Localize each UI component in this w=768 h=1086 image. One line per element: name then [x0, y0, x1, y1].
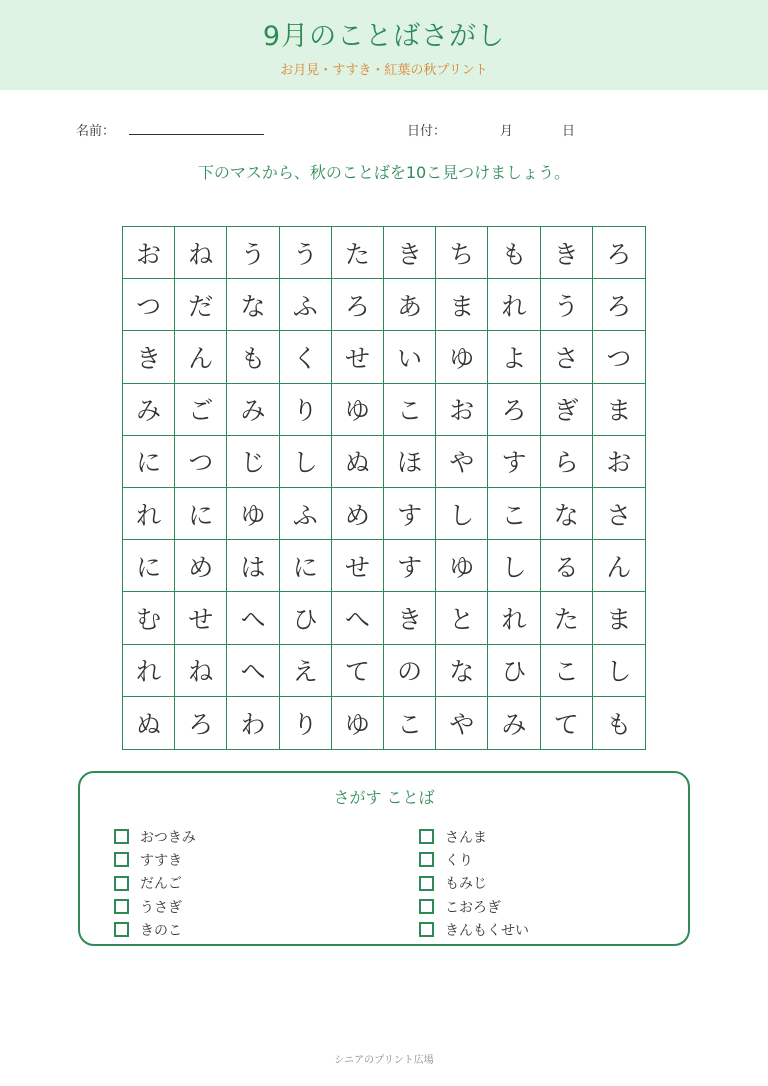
grid-cell[interactable]: も	[488, 227, 540, 279]
name-line[interactable]	[129, 134, 264, 135]
grid-cell[interactable]: つ	[175, 436, 227, 488]
grid-cell[interactable]: ゆ	[332, 384, 384, 436]
grid-cell[interactable]: き	[123, 331, 175, 383]
grid-cell[interactable]: ふ	[280, 488, 332, 540]
grid-cell[interactable]: じ	[227, 436, 279, 488]
word-item[interactable]	[419, 872, 529, 895]
grid-cell[interactable]: も	[606, 709, 632, 739]
grid-cell[interactable]: う	[227, 227, 279, 279]
grid-cell[interactable]: り	[280, 697, 332, 749]
checkbox-icon[interactable]	[419, 899, 434, 914]
footer-credit: シニアのプリント広場	[334, 1055, 434, 1066]
grid-cell[interactable]: よ	[488, 331, 540, 383]
grid-cell[interactable]: や	[436, 697, 488, 749]
grid-cell[interactable]: せ	[332, 331, 384, 383]
word-item[interactable]	[114, 872, 196, 895]
word-label: すすき	[140, 852, 183, 869]
checkbox-icon[interactable]	[419, 852, 434, 867]
grid-cell[interactable]: ま	[436, 279, 488, 331]
grid-cell[interactable]: の	[384, 645, 436, 697]
date-label: 日付：	[407, 124, 447, 139]
word-list-left	[114, 825, 196, 941]
grid-cell[interactable]: こ	[384, 697, 436, 749]
grid-cell[interactable]: お	[123, 227, 175, 279]
grid-cell[interactable]: え	[280, 645, 332, 697]
checkbox-icon[interactable]	[419, 922, 434, 937]
grid-cell[interactable]: め	[332, 488, 384, 540]
word-label: こおろぎ	[445, 899, 501, 916]
checkbox-icon[interactable]	[114, 899, 129, 914]
day-label: 日	[562, 124, 576, 139]
header-band	[0, 0, 768, 90]
word-item[interactable]	[419, 848, 529, 871]
word-label: だんご	[140, 876, 182, 893]
grid-cell[interactable]: と	[436, 592, 488, 644]
grid-cell[interactable]: ろ	[332, 279, 384, 331]
grid-cell[interactable]: や	[436, 436, 488, 488]
grid-cell[interactable]: れ	[123, 488, 175, 540]
grid-cell[interactable]: み	[227, 384, 279, 436]
grid-cell[interactable]: ろ	[175, 697, 227, 749]
word-item[interactable]	[419, 918, 529, 941]
page-title: 9月のことばさがし	[262, 21, 506, 52]
grid-cell[interactable]: れ	[488, 279, 540, 331]
grid-cell[interactable]: ん	[175, 331, 227, 383]
grid-cell[interactable]: せ	[332, 540, 384, 592]
grid-cell[interactable]: き	[384, 227, 436, 279]
grid-cell[interactable]: く	[280, 331, 332, 383]
word-item[interactable]	[419, 825, 529, 848]
grid-cell[interactable]: ろ	[593, 279, 645, 331]
grid-cell[interactable]: ち	[436, 227, 488, 279]
grid-cell[interactable]: ゆ	[436, 331, 488, 383]
grid-cell[interactable]: る	[541, 540, 593, 592]
grid-cell[interactable]: ゆ	[436, 540, 488, 592]
word-label: うさぎ	[140, 899, 182, 916]
grid-cell[interactable]: た	[332, 227, 384, 279]
word-label: さんま	[445, 829, 487, 846]
grid-cell[interactable]: ご	[175, 384, 227, 436]
grid-cell[interactable]: つ	[123, 279, 175, 331]
grid-cell[interactable]: み	[123, 384, 175, 436]
grid-cell[interactable]: す	[384, 540, 436, 592]
grid-cell[interactable]: に	[175, 488, 227, 540]
word-item[interactable]	[419, 895, 529, 918]
grid-cell[interactable]: に	[280, 540, 332, 592]
grid-cell[interactable]: み	[488, 697, 540, 749]
word-label: おつきみ	[140, 829, 196, 846]
grid-cell[interactable]: は	[227, 540, 279, 592]
grid-cell[interactable]: こ	[488, 488, 540, 540]
word-label: もみじ	[445, 876, 487, 893]
grid-cell[interactable]: ひ	[488, 645, 540, 697]
grid-cell[interactable]: ゆ	[332, 697, 384, 749]
grid-cell[interactable]: お	[593, 436, 645, 488]
grid-cell[interactable]: し	[488, 540, 540, 592]
grid-cell[interactable]: ゆ	[227, 488, 279, 540]
checkbox-icon[interactable]	[114, 852, 129, 867]
checkbox-icon[interactable]	[114, 876, 129, 891]
grid-cell[interactable]: り	[280, 384, 332, 436]
word-item[interactable]	[114, 825, 196, 848]
grid-cell[interactable]: こ	[384, 384, 436, 436]
grid-cell[interactable]: む	[123, 592, 175, 644]
grid-cell[interactable]: ふ	[280, 279, 332, 331]
grid-cell[interactable]: ん	[593, 540, 645, 592]
instruction-text: 下のマスから、秋のことばを10こ見つけましょう。	[197, 163, 571, 182]
grid-cell[interactable]: た	[541, 592, 593, 644]
grid-cell[interactable]: つ	[593, 331, 645, 383]
grid-cell[interactable]: ら	[541, 436, 593, 488]
grid-cell[interactable]: き	[541, 227, 593, 279]
grid-cell[interactable]: ね	[175, 645, 227, 697]
grid-cell[interactable]: す	[488, 436, 540, 488]
grid-cell[interactable]: ろ	[488, 384, 540, 436]
grid-cell[interactable]: へ	[227, 592, 279, 644]
word-item[interactable]	[114, 848, 196, 871]
grid-cell[interactable]: て	[332, 645, 384, 697]
word-search-grid	[122, 226, 646, 750]
grid-cell[interactable]: う	[280, 227, 332, 279]
page-subtitle: お月見・すすき・紅葉の秋プリント	[280, 63, 488, 78]
grid-cell[interactable]: ぬ	[332, 436, 384, 488]
grid-cell[interactable]: ほ	[384, 436, 436, 488]
grid-cell[interactable]: お	[436, 384, 488, 436]
grid-cell[interactable]: な	[436, 645, 488, 697]
grid-cell[interactable]: ぬ	[123, 697, 175, 749]
grid-cell[interactable]: さ	[541, 331, 593, 383]
grid-cell[interactable]: あ	[384, 279, 436, 331]
grid-cell[interactable]: め	[175, 540, 227, 592]
grid-cell[interactable]: に	[123, 436, 175, 488]
grid-cell[interactable]: し	[436, 488, 488, 540]
word-item[interactable]	[114, 918, 196, 941]
word-label: くり	[445, 852, 473, 869]
grid-cell[interactable]: に	[123, 540, 175, 592]
grid-cell[interactable]: ま	[593, 592, 645, 644]
grid-cell[interactable]: こ	[541, 645, 593, 697]
grid-cell[interactable]: す	[384, 488, 436, 540]
grid-cell[interactable]: う	[541, 279, 593, 331]
grid-cell[interactable]: な	[541, 488, 593, 540]
word-label: きんもくせい	[445, 922, 529, 939]
grid-cell[interactable]: き	[384, 592, 436, 644]
month-label: 月	[500, 124, 514, 139]
grid-cell[interactable]: だ	[175, 279, 227, 331]
grid-cell[interactable]: へ	[332, 592, 384, 644]
grid-cell[interactable]: ま	[593, 384, 645, 436]
grid-cell[interactable]: さ	[593, 488, 645, 540]
grid-cell[interactable]: へ	[227, 645, 279, 697]
grid-cell[interactable]: な	[227, 279, 279, 331]
checkbox-icon[interactable]	[114, 829, 129, 844]
grid-cell[interactable]: ぎ	[541, 384, 593, 436]
grid-cell[interactable]: れ	[488, 592, 540, 644]
grid-cell[interactable]: ろ	[593, 227, 645, 279]
word-item[interactable]	[114, 895, 196, 918]
grid-cell[interactable]: て	[541, 697, 593, 749]
word-list-box	[78, 771, 690, 946]
name-label: 名前：	[76, 124, 116, 139]
word-list-right	[419, 825, 529, 941]
grid-cell[interactable]: ね	[175, 227, 227, 279]
grid-cell[interactable]: ひ	[280, 592, 332, 644]
grid-cell[interactable]: も	[227, 331, 279, 383]
grid-cell[interactable]: わ	[227, 697, 279, 749]
grid-cell[interactable]: し	[593, 645, 645, 697]
checkbox-icon[interactable]	[419, 829, 434, 844]
checkbox-icon[interactable]	[419, 876, 434, 891]
grid-cell[interactable]: い	[384, 331, 436, 383]
grid-cell[interactable]: せ	[175, 592, 227, 644]
checkbox-icon[interactable]	[114, 922, 129, 937]
word-label: きのこ	[140, 922, 182, 939]
grid-cell[interactable]: れ	[123, 645, 175, 697]
grid-cell[interactable]: し	[280, 436, 332, 488]
word-list-title: さがす ことば	[333, 788, 435, 807]
